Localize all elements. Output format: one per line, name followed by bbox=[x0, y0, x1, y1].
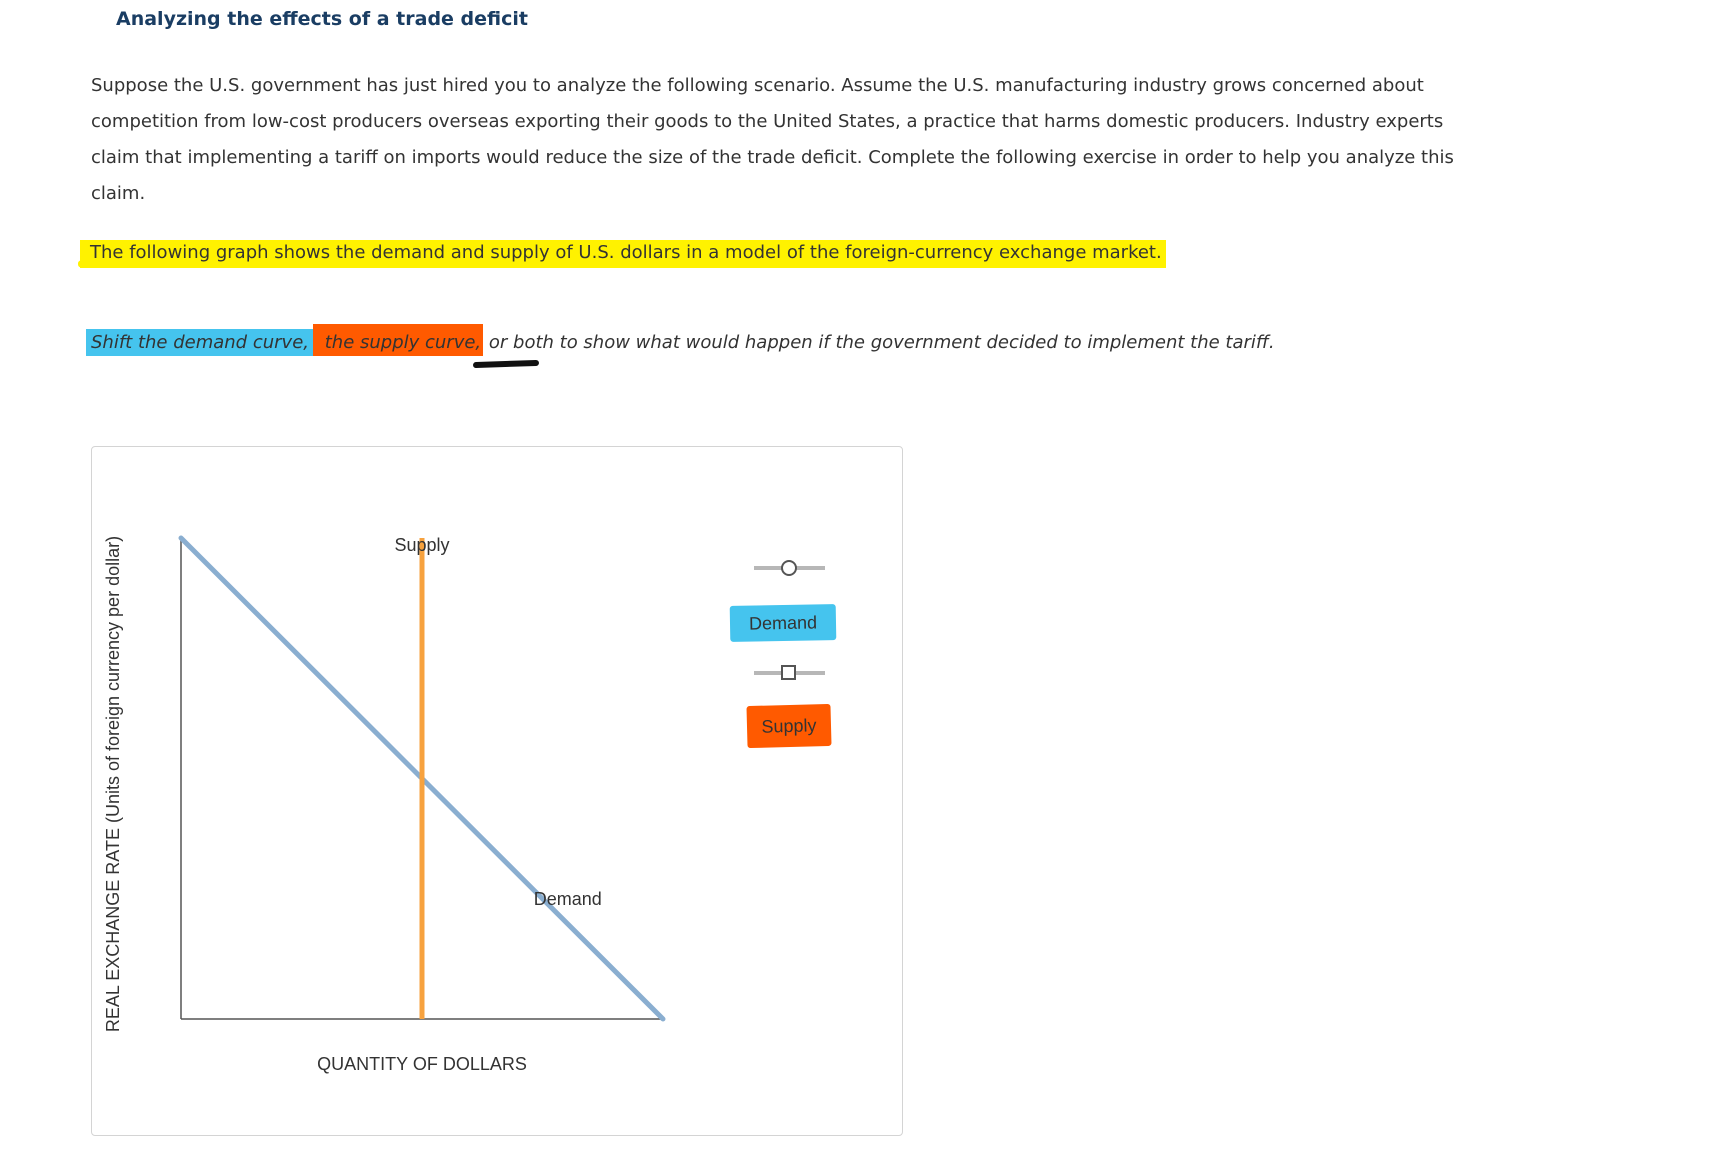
intro-paragraph: Suppose the U.S. government has just hired you to analyze the following scenario. Assume the U.S. manufacturing industry grows concerned about competition from low-cost producers overseas exporting their goods to the United States, a practice that harms domestic producers. Industry experts claim that implementing a tariff on imports would reduce the size of the trade deficit. Complete the following exercise in order to help you analyze this claim. bbox=[91, 75, 1454, 204]
graph-panel bbox=[91, 446, 903, 1136]
chart-svg bbox=[92, 447, 902, 1135]
instruction bbox=[86, 327, 1275, 359]
graph-description-text: The following graph shows the demand and supply of U.S. dollars in a model of the foreign-currency exchange market. bbox=[80, 240, 1166, 265]
legend-demand-label: Demand bbox=[748, 612, 818, 634]
instruction-rest-text: or both to show what would happen if the government decided to implement the tariff. bbox=[483, 332, 1275, 353]
x-axis-label: QUANTITY OF DOLLARS bbox=[317, 1054, 527, 1074]
instruction-demand-text: Shift the demand curve, bbox=[86, 329, 313, 356]
demand-curve-label: Demand bbox=[533, 888, 602, 909]
legend-supply-button[interactable] bbox=[746, 704, 831, 748]
instruction-supply-text: the supply curve, bbox=[313, 324, 483, 356]
supply-curve-label: Supply bbox=[394, 535, 450, 555]
circle-icon[interactable] bbox=[782, 561, 796, 575]
page-title: Analyzing the effects of a trade deficit bbox=[116, 8, 528, 30]
legend-demand-button[interactable] bbox=[730, 604, 837, 642]
square-icon[interactable] bbox=[782, 666, 795, 679]
legend-supply-label: Supply bbox=[761, 715, 817, 737]
y-axis-label: REAL EXCHANGE RATE (Units of foreign currency per dollar) bbox=[103, 535, 123, 1033]
graph-description bbox=[80, 238, 1166, 268]
black-underline-mark bbox=[473, 360, 539, 368]
